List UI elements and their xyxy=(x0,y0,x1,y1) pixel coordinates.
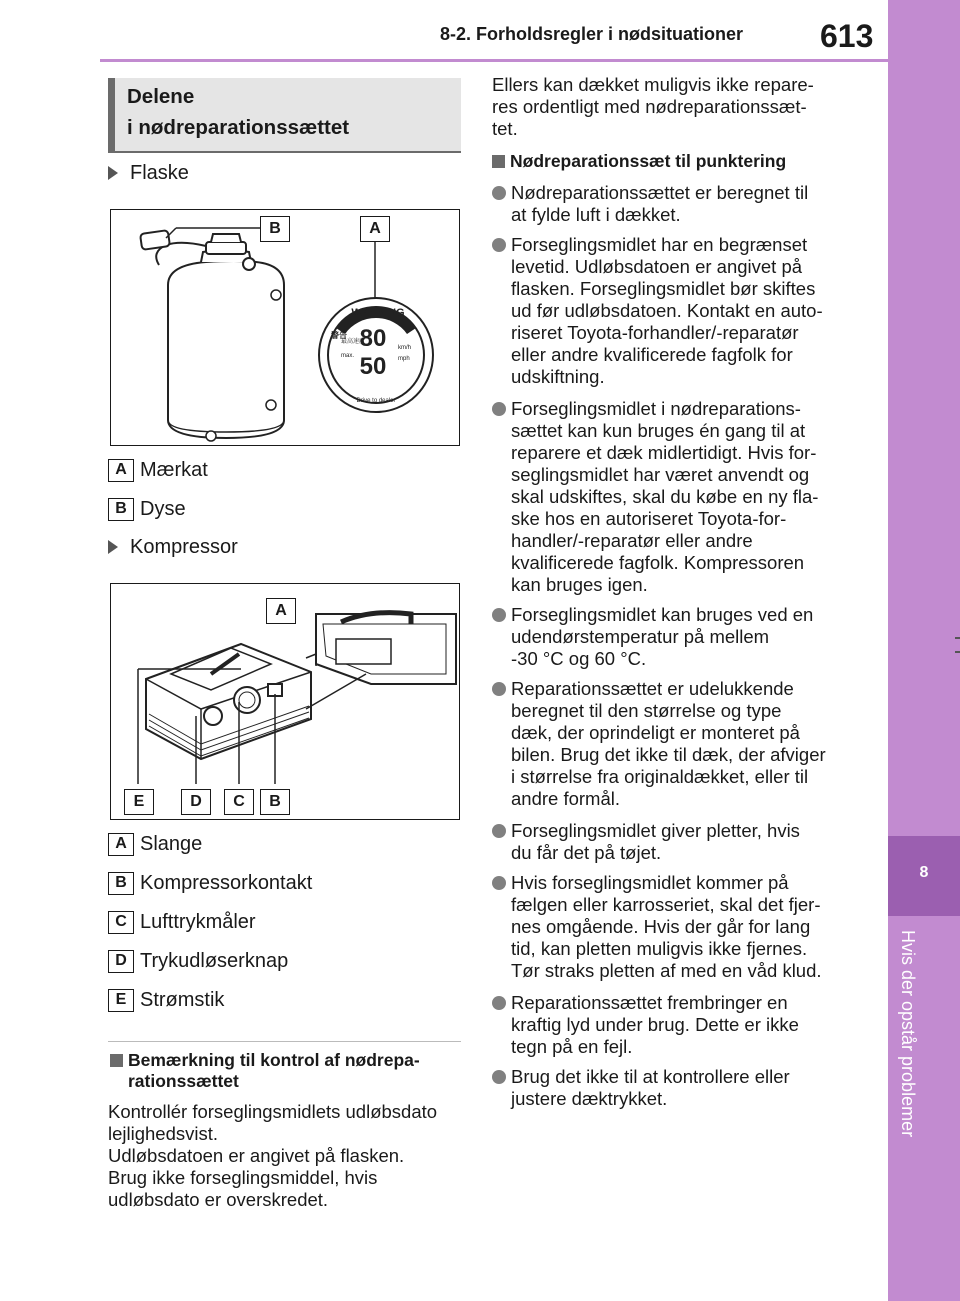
side-tick-mark xyxy=(955,637,960,639)
bullet-dot-icon xyxy=(492,876,506,890)
section-title-line2: i nødreparationssættet xyxy=(127,116,350,139)
section-title-box xyxy=(108,78,461,151)
bullet-item xyxy=(492,604,852,670)
legend-text: Kompressorkontakt xyxy=(140,871,313,894)
bottle-illustration xyxy=(110,209,460,446)
text-line: res ordentligt med nødreparationssæt- xyxy=(492,96,807,117)
legend-item xyxy=(108,496,186,522)
text-line: flasken. Forseglingsmidlet bør skiftes xyxy=(511,278,816,299)
callout-a: A xyxy=(360,216,390,242)
text-line: Forseglingsmidlet i nødreparations- xyxy=(511,398,801,419)
text-line: tid, kan pletten muligvis ikke fjernes. xyxy=(511,938,808,959)
legend-letter: B xyxy=(108,498,134,521)
divider xyxy=(108,1041,461,1042)
text-line: udendørstemperatur på mellem xyxy=(511,626,770,647)
legend-letter: C xyxy=(108,911,134,934)
text-line: Forseglingsmidlet har en begrænset xyxy=(511,234,808,255)
bullet-dot-icon xyxy=(492,608,506,622)
bullet-item xyxy=(492,182,852,226)
legend-letter: B xyxy=(108,872,134,895)
callout-e: E xyxy=(124,789,154,815)
text-line: Brug det ikke til at kontrollere eller xyxy=(511,1066,790,1087)
callout-a: A xyxy=(266,598,296,624)
text-line: nes omgående. Hvis der går for lang xyxy=(511,916,811,937)
text-line: Udløbsdatoen er angivet på flasken. xyxy=(108,1145,405,1166)
text-line: seglingsmidlet har været anvendt og xyxy=(511,464,810,485)
label-drive-to-dealer: Drive to dealer xyxy=(356,398,396,404)
intro-text xyxy=(492,74,852,140)
text-line: Hvis forseglingsmidlet kommer på xyxy=(511,872,789,893)
legend-item xyxy=(108,987,224,1013)
legend-item xyxy=(108,831,202,857)
compressor-heading xyxy=(108,536,238,559)
legend-letter: A xyxy=(108,833,134,856)
text-line: riseret Toyota-forhandler/-reparatør xyxy=(511,322,799,343)
compressor-illustration xyxy=(110,583,460,820)
text-line: Nødreparationssættet er beregnet til xyxy=(511,182,809,203)
bullet-dot-icon xyxy=(492,238,506,252)
label-unit-mph: mph xyxy=(398,356,410,362)
header-rule xyxy=(100,59,888,62)
text-line: -30 °C og 60 °C. xyxy=(511,648,647,669)
text-line: udskiftning. xyxy=(511,366,605,387)
text-line: andre formål. xyxy=(511,788,620,809)
text-line: fælgen eller karrosseriet, skal det fjer- xyxy=(511,894,821,915)
legend-item xyxy=(108,457,208,483)
text-line: du får det på tøjet. xyxy=(511,842,662,863)
bullet-item xyxy=(492,1066,852,1110)
text-line: Forseglingsmidlet giver pletter, hvis xyxy=(511,820,800,841)
text-line: dæk, der oprindeligt er monteret på xyxy=(511,722,800,743)
legend-text: Mærkat xyxy=(140,458,208,481)
text-line: udløbsdato er overskredet. xyxy=(108,1189,329,1210)
text-line: kraftig lyd under brug. Dette er ikke xyxy=(511,1014,799,1035)
section-header: 8-2. Forholdsregler i nødsituationer xyxy=(440,24,744,44)
note-heading-line: Bemærkning til kontrol af nødrepa- xyxy=(128,1050,420,1070)
arrow-right-icon xyxy=(108,540,118,554)
bullet-item xyxy=(492,678,852,810)
bullet-dot-icon xyxy=(492,996,506,1010)
bullet-item xyxy=(492,872,852,982)
text-line: tegn på en fejl. xyxy=(511,1036,633,1057)
text-line: Kontrollér forseglingsmidlets udløbsdato xyxy=(108,1101,438,1122)
label-unit-kmh: km/h xyxy=(398,345,412,351)
text-line: skal udskiftes, skal du købe en ny fla- xyxy=(511,486,819,507)
square-bullet-icon xyxy=(110,1054,123,1067)
text-line: ske hos en autoriseret Toyota-for- xyxy=(511,508,787,529)
note-heading xyxy=(110,1050,465,1092)
text-line: kan bruges igen. xyxy=(511,574,648,595)
bullet-item xyxy=(492,234,852,388)
label-warning-text: WARNING xyxy=(351,307,405,319)
bottle-heading xyxy=(108,162,189,185)
label-speed-80: 80 xyxy=(359,325,387,352)
legend-item xyxy=(108,870,312,896)
label-speed-50: 50 xyxy=(359,353,387,380)
text-line: Tør straks pletten af med en våd klud. xyxy=(511,960,822,981)
text-line: ud før udløbsdatoen. Kontakt en auto- xyxy=(511,300,823,321)
text-line: beregnet til den størrelse og type xyxy=(511,700,782,721)
bullet-dot-icon xyxy=(492,402,506,416)
legend-text: Trykudløserknap xyxy=(140,949,289,972)
bottle-heading-label: Flaske xyxy=(130,162,189,184)
text-line: reparere et dæk midlertidigt. Hvis for- xyxy=(511,442,817,463)
callout-b: B xyxy=(260,789,290,815)
page-number: 613 xyxy=(820,18,874,54)
text-line: Ellers kan dækket muligvis ikke repare- xyxy=(492,74,814,95)
text-line: Reparationssættet er udelukkende xyxy=(511,678,794,699)
legend-letter: A xyxy=(108,459,134,482)
note-heading-line: rationssættet xyxy=(128,1071,239,1091)
chapter-number: 8 xyxy=(919,864,929,881)
bottle-drawing xyxy=(111,210,458,444)
callout-c: C xyxy=(224,789,254,815)
text-line: sættet kan kun bruges én gang til at xyxy=(511,420,806,441)
side-tick-mark xyxy=(955,651,960,653)
label-max-speed-jp: 最高速度 xyxy=(341,338,366,345)
bullet-item xyxy=(492,992,852,1058)
arrow-right-icon xyxy=(108,166,118,180)
text-line: tet. xyxy=(492,118,518,139)
section-title-line1: Delene xyxy=(127,85,195,108)
bullet-dot-icon xyxy=(492,186,506,200)
legend-text: Strømstik xyxy=(140,988,225,1011)
text-line: Brug ikke forseglingsmiddel, hvis xyxy=(108,1167,378,1188)
text-line: at fylde luft i dækket. xyxy=(511,204,681,225)
legend-text: Slange xyxy=(140,832,203,855)
compressor-heading-label: Kompressor xyxy=(130,536,238,558)
legend-item xyxy=(108,948,288,974)
label-max: max. xyxy=(341,353,355,359)
bullet-item xyxy=(492,398,852,596)
bullet-item xyxy=(492,820,852,864)
text-line: Forseglingsmidlet kan bruges ved en xyxy=(511,604,814,625)
callout-b: B xyxy=(260,216,290,242)
legend-letter: E xyxy=(108,989,134,1012)
text-line: levetid. Udløbsdatoen er angivet på xyxy=(511,256,803,277)
section-title-rule xyxy=(108,151,461,153)
callout-d: D xyxy=(181,789,211,815)
text-line: kvalificerede fagfolk. Kompressoren xyxy=(511,552,805,573)
square-bullet-icon xyxy=(492,155,505,168)
text-line: lejlighedsvist. xyxy=(108,1123,219,1144)
label-warning-jp: 警告 xyxy=(331,331,347,340)
legend-letter: D xyxy=(108,950,134,973)
text-line: justere dæktrykket. xyxy=(511,1088,668,1109)
bullet-dot-icon xyxy=(492,682,506,696)
repair-kit-heading-text: Nødreparationssæt til punktering xyxy=(510,151,787,171)
bullet-dot-icon xyxy=(492,1070,506,1084)
repair-kit-heading xyxy=(492,151,852,172)
text-line: Reparationssættet frembringer en xyxy=(511,992,788,1013)
legend-text: Dyse xyxy=(140,497,186,520)
text-line: eller andre kvalificerede fagfolk for xyxy=(511,344,793,365)
bullet-dot-icon xyxy=(492,824,506,838)
note-text xyxy=(108,1101,463,1211)
legend-text: Lufttrykmåler xyxy=(140,910,256,933)
text-line: i størrelse fra originaldækket, eller til xyxy=(511,766,809,787)
chapter-title: Hvis der opstår problemer xyxy=(898,930,918,1138)
text-line: bilen. Brug det ikke til dæk, der afviger xyxy=(511,744,826,765)
legend-item xyxy=(108,909,256,935)
text-line: handler/-reparatør eller andre xyxy=(511,530,753,551)
